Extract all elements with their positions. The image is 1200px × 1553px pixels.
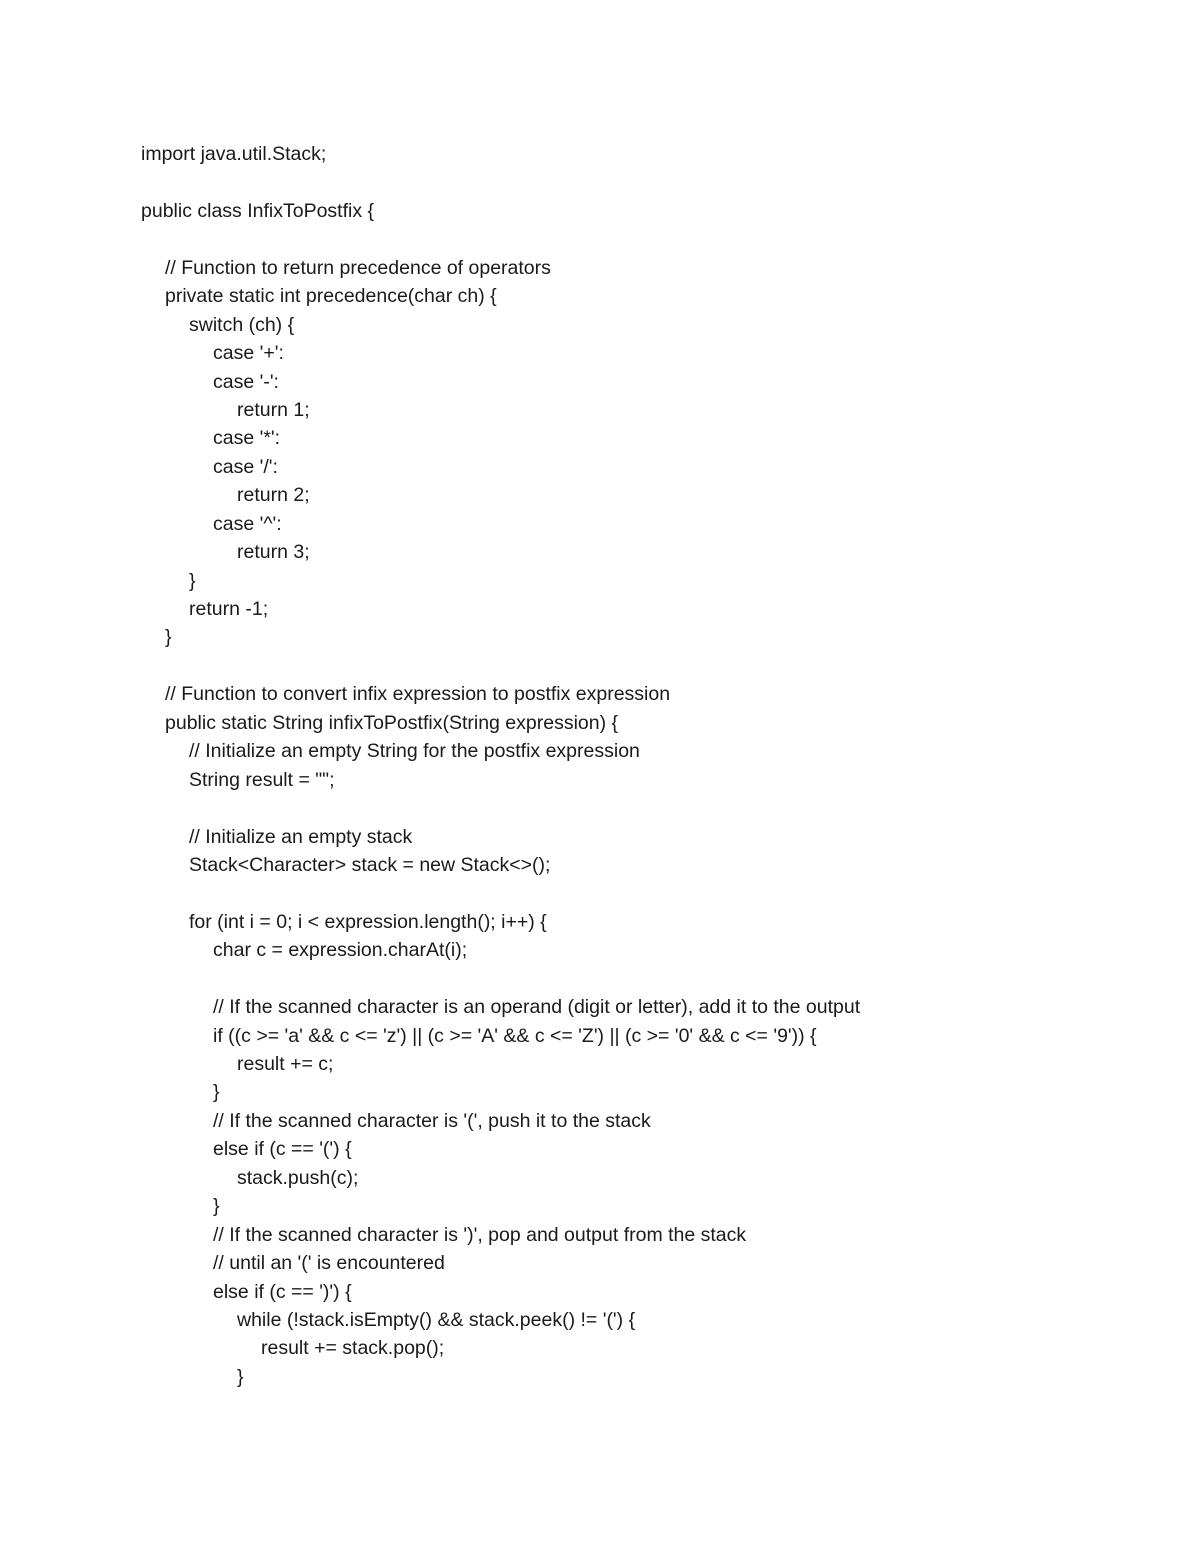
code-comment-line: // Function to convert infix expression to postfix expression <box>165 683 671 706</box>
code-line: } <box>237 1365 244 1388</box>
code-line: for (int i = 0; i < expression.length(); i++) { <box>189 910 547 933</box>
code-line: return 2; <box>237 484 310 507</box>
code-line: } <box>213 1195 220 1218</box>
code-line: return 1; <box>237 398 310 421</box>
code-comment-line: // Initialize an empty stack <box>189 825 413 848</box>
code-line: String result = ""; <box>189 768 335 791</box>
code-line: return 3; <box>237 541 310 564</box>
code-line: Stack<Character> stack = new Stack<>(); <box>189 853 551 876</box>
code-line: } <box>165 626 172 649</box>
code-line: else if (c == '(') { <box>213 1138 352 1161</box>
code-line: else if (c == ')') { <box>213 1280 352 1303</box>
code-line: case '/': <box>213 455 278 478</box>
code-line: public static String infixToPostfix(String expression) { <box>165 711 619 734</box>
code-line: import java.util.Stack; <box>141 143 327 165</box>
code-line: while (!stack.isEmpty() && stack.peek() != '(') { <box>237 1308 636 1331</box>
code-line: if ((c >= 'a' && c <= 'z') || (c >= 'A' && c <= 'Z') || (c >= '0' && c <= '9')) { <box>213 1024 817 1047</box>
code-line: case '+': <box>213 342 284 365</box>
blank-line <box>141 965 1141 993</box>
code-line: stack.push(c); <box>237 1166 359 1189</box>
code-line: private static int precedence(char ch) { <box>165 285 497 308</box>
blank-line <box>141 794 1141 822</box>
code-comment-line: // If the scanned character is '(', push it to the stack <box>213 1109 651 1132</box>
code-line: case '^': <box>213 512 282 535</box>
blank-line <box>141 879 1141 907</box>
code-line: } <box>189 569 196 592</box>
blank-line <box>141 225 1141 253</box>
blank-line <box>141 168 1141 196</box>
code-comment-line: // If the scanned character is an operand (digit or letter), add it to the output <box>213 996 861 1019</box>
code-line: public class InfixToPostfix { <box>141 199 375 222</box>
blank-line <box>141 652 1141 680</box>
code-comment-line: // Initialize an empty String for the postfix expression <box>189 740 640 763</box>
code-line: result += stack.pop(); <box>261 1337 445 1360</box>
code-line: result += c; <box>237 1053 334 1075</box>
code-line: return -1; <box>189 598 269 620</box>
code-comment-line: // Function to return precedence of operators <box>165 256 551 279</box>
code-line: switch (ch) { <box>189 313 295 336</box>
code-line: char c = expression.charAt(i); <box>213 939 468 962</box>
code-comment-line: // If the scanned character is ')', pop and output from the stack <box>213 1223 747 1246</box>
code-comment-line: // until an '(' is encountered <box>213 1252 445 1275</box>
code-line: } <box>213 1081 220 1104</box>
code-line: case '*': <box>213 427 281 450</box>
code-line: case '-': <box>213 370 279 393</box>
code-listing <box>141 140 1141 1391</box>
